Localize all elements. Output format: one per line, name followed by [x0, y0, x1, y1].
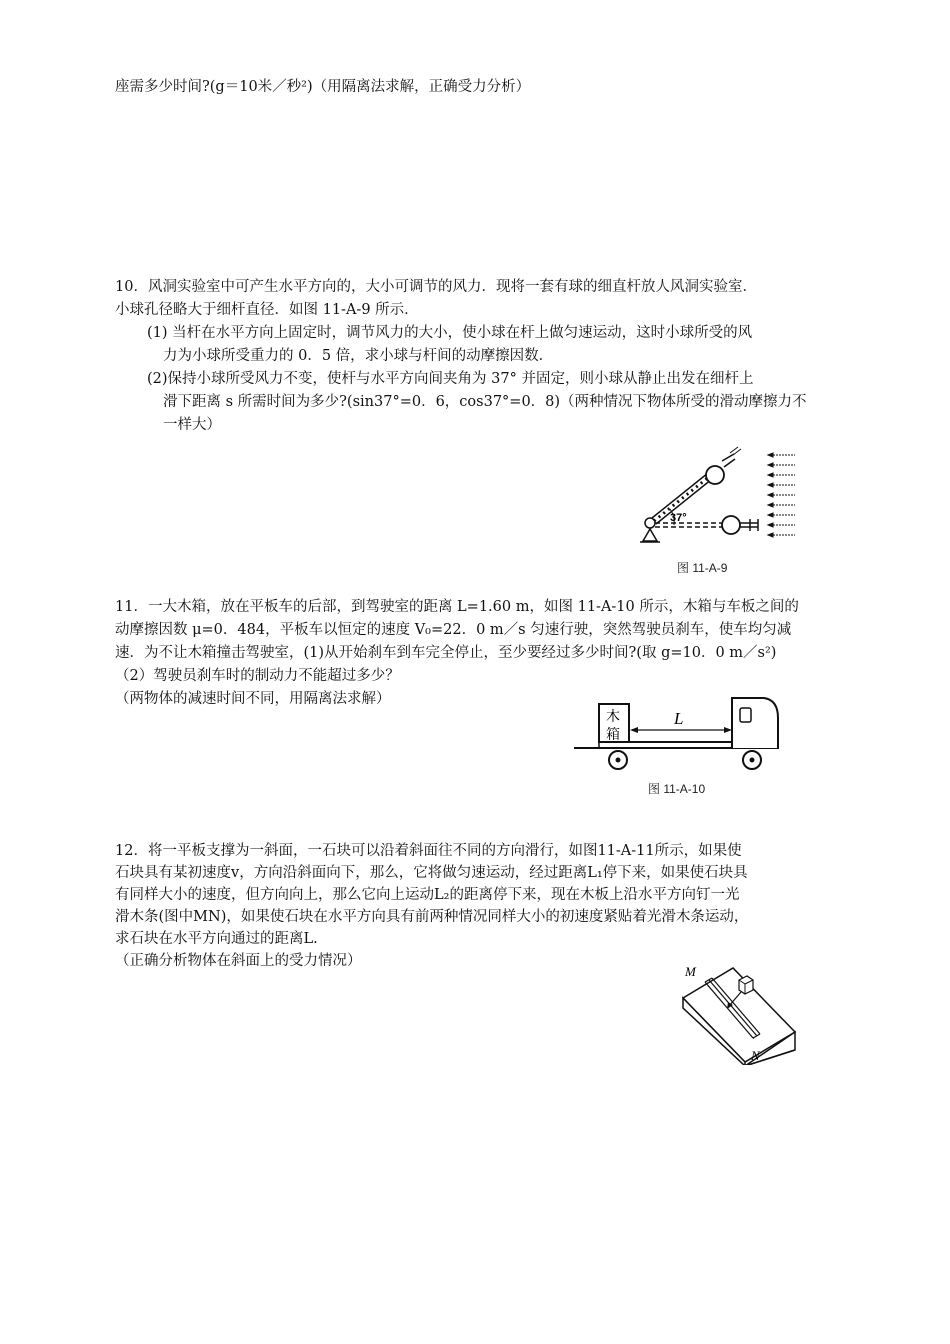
- label-n: N: [751, 1048, 760, 1063]
- figure-11-a-9: [640, 445, 815, 555]
- q12-line-3: 有同样大小的速度，但方向向上，那么它向上运动L₂的距离停下来，现在木板上沿水平方向钉一光: [115, 887, 740, 903]
- q12-line-5: 求石块在水平方向通过的距离L.: [115, 931, 318, 947]
- figure-caption-11-a-10: 图 11-A-10: [648, 782, 706, 796]
- q10-part1-line-1: (1) 当杆在水平方向上固定时，调节风力的大小，使小球在杆上做匀速运动，这时小球所受的风: [147, 325, 753, 341]
- q12-line-2: 石块具有某初速度v，方向沿斜面向下，那么，它将做匀速运动，经过距离L₁停下来，如果使石块具: [115, 865, 748, 881]
- q11-line-3: 速．为不让木箱撞击驾驶室，(1)从开始刹车到车完全停止，至少要经过多少时间?(取 g=10．0 m／s²): [115, 645, 777, 661]
- box-label-bottom: 箱: [606, 727, 620, 743]
- q10-part2-line-2: 滑下距离 s 所需时间为多少?(sin37°=0．6，cos37°=0．8)（两种情况下物体所受的滑动摩擦力不: [163, 394, 807, 410]
- q12-line-6: （正确分析物体在斜面上的受力情况）: [115, 953, 362, 969]
- q10-part2-line-3: 一样大）: [163, 417, 221, 433]
- q10-line-2: 小球孔径略大于细杆直径．如图 11-A-9 所示．: [115, 302, 419, 318]
- figure-11-a-10: [572, 692, 787, 772]
- q10-line-1: 10．风洞实验室中可产生水平方向的，大小可调节的风力．现将一套有球的细直杆放人风洞实验室．: [115, 279, 757, 295]
- angle-label: 37°: [670, 512, 687, 524]
- q10-part1-line-2: 力为小球所受重力的 0．5 倍，求小球与杆间的动摩擦因数．: [163, 348, 554, 364]
- label-m: M: [685, 964, 696, 979]
- box-label-top: 木: [606, 709, 620, 725]
- q10-part2-line-1: (2)保持小球所受风力不变，使杆与水平方向间夹角为 37° 并固定，则小球从静止出发在细杆上: [147, 371, 754, 387]
- top-line: 座需多少时间?(g＝10米／秒²)（用隔离法求解，正确受力分析）: [115, 79, 531, 95]
- distance-label: L: [674, 709, 684, 728]
- q12-line-4: 滑木条(图中MN)，如果使石块在水平方向具有前两种情况同样大小的初速度紧贴着光滑木条运动，: [115, 909, 749, 925]
- q11-line-4: （2）驾驶员刹车时的制动力不能超过多少？: [115, 668, 400, 684]
- q11-line-2: 动摩擦因数 μ=0．484，平板车以恒定的速度 V₀=22．0 m／s 匀速行驶，突然驾驶员刹车，使车均匀减: [115, 622, 792, 638]
- q12-line-1: 12．将一平板支撑为一斜面，一石块可以沿着斜面往不同的方向滑行，如图11-A-11所示，如果使: [115, 843, 742, 859]
- figure-11-a-11: [675, 960, 810, 1065]
- q11-line-1: 11．一大木箱，放在平板车的后部，到驾驶室的距离 L=1.60 m，如图 11-A-10 所示，木箱与车板之间的: [115, 599, 799, 615]
- figure-caption-11-a-9: 图 11-A-9: [677, 561, 728, 575]
- q11-line-5: （两物体的减速时间不同，用隔离法求解）: [115, 691, 391, 707]
